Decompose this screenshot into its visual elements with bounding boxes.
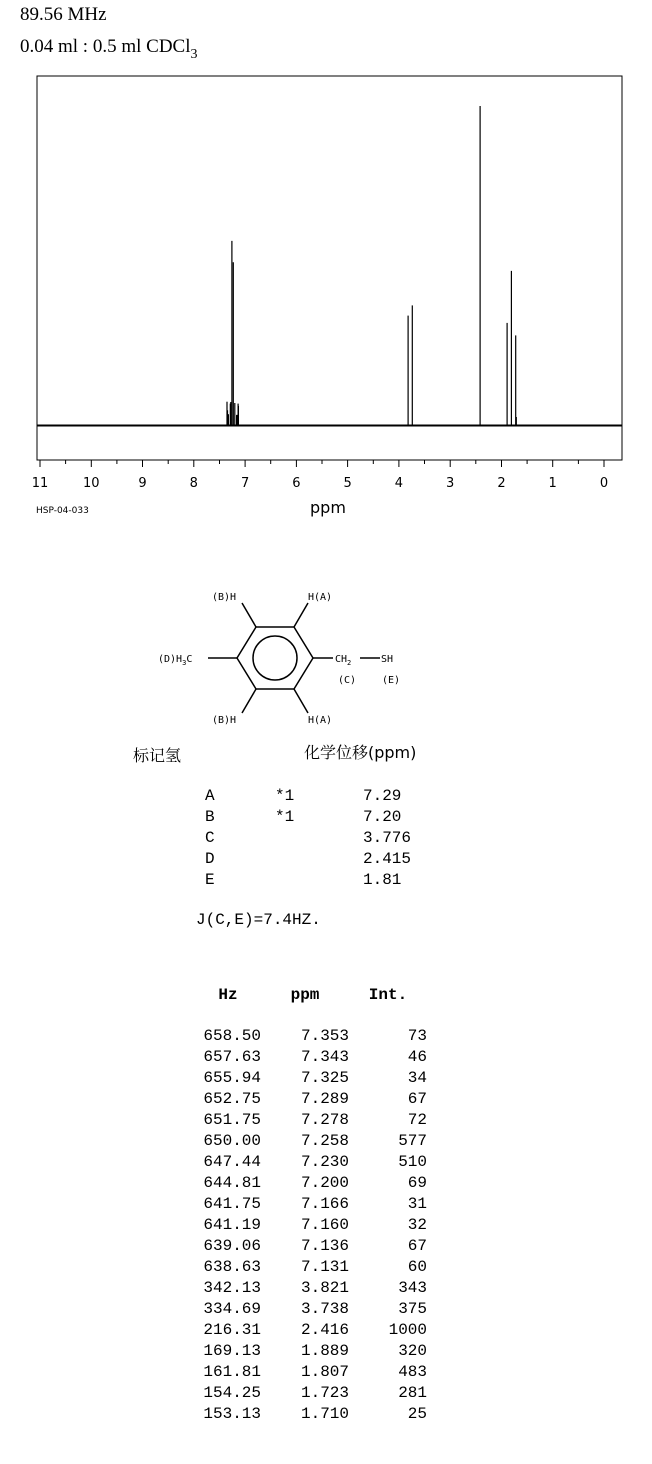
peak-hz: 641.19: [203, 1216, 261, 1234]
peak-hz: 638.63: [203, 1258, 261, 1276]
assignment-shift-heading: 化学位移(ppm): [304, 743, 417, 762]
peak-table: [195, 982, 427, 1425]
plot-frame: [37, 76, 622, 460]
peak-row: [195, 1257, 427, 1278]
peak-int: 25: [407, 1405, 427, 1423]
label-a-top: H(A): [308, 592, 333, 603]
label-ch: CH: [335, 654, 348, 665]
peak-int: 72: [407, 1111, 427, 1129]
label-methyl: [158, 654, 192, 667]
x-tick-label: 10: [83, 476, 100, 491]
peak-hz: 651.75: [203, 1111, 261, 1129]
peak-ppm: 7.131: [300, 1258, 349, 1276]
peak-hz: 644.81: [203, 1174, 261, 1192]
peak-ppm: 7.136: [300, 1237, 349, 1255]
peak-int: 483: [398, 1363, 427, 1381]
header-int: Int.: [368, 986, 408, 1004]
peak-row: [195, 1110, 427, 1131]
peak-int: 343: [398, 1279, 427, 1297]
peak-table-header: [195, 982, 427, 1008]
peak-row: [195, 1404, 427, 1425]
peak-hz: 647.44: [203, 1153, 261, 1171]
assignment-label: D: [205, 850, 215, 868]
peak-row: [195, 1131, 427, 1152]
x-tick-label: 11: [31, 476, 49, 491]
peak-ppm: 7.160: [300, 1216, 349, 1234]
peak-int: 375: [398, 1300, 427, 1318]
peak-ppm: 7.258: [300, 1132, 349, 1150]
peak-int: 60: [407, 1258, 427, 1276]
label-d-c: C: [186, 654, 193, 665]
peak-hz: 657.63: [203, 1048, 261, 1066]
peak-hz: 342.13: [203, 1279, 261, 1297]
peak-ppm: 7.325: [300, 1069, 349, 1087]
x-tick-label: 4: [394, 476, 404, 491]
peak-layer: [227, 106, 516, 425]
assignment-shift: 7.29: [363, 787, 402, 805]
label-e: (E): [382, 675, 401, 686]
peak-hz: 161.81: [203, 1363, 261, 1381]
x-tick-label: 7: [240, 476, 250, 491]
assignment-shift: 7.20: [363, 808, 402, 826]
solvent-text: 0.04 ml : 0.5 ml CDCl: [20, 36, 191, 57]
assignment-note: [275, 870, 363, 891]
solvent-subscript: 3: [190, 47, 198, 62]
peak-ppm: 7.343: [300, 1048, 349, 1066]
peak-int: 46: [407, 1048, 427, 1066]
sample-solvent: [20, 36, 198, 63]
peak-int: 1000: [388, 1321, 427, 1339]
label-b-bottom: (B)H: [212, 715, 237, 726]
assignment-note: *1: [275, 808, 295, 826]
assignment-note: *1: [275, 787, 295, 805]
label-d-sub: 3: [182, 659, 187, 667]
x-tick-label: 8: [189, 476, 198, 491]
nmr-spectrum-chart: [0, 70, 652, 495]
peak-int: 577: [398, 1132, 427, 1150]
label-b-top: (B)H: [212, 592, 237, 603]
peak-int: 73: [407, 1027, 427, 1045]
x-axis-tick-labels: [32, 476, 608, 491]
peak-int: 67: [407, 1237, 427, 1255]
peak-ppm: 2.416: [300, 1321, 349, 1339]
assignment-label: C: [205, 829, 215, 847]
assignment-label: B: [205, 808, 215, 826]
peak-ppm: 7.200: [300, 1174, 349, 1192]
assignment-table: [205, 786, 411, 891]
assignment-shift: 3.776: [363, 829, 412, 847]
bond-h-b-top: [242, 603, 256, 627]
peak-hz: 652.75: [203, 1090, 261, 1108]
peak-hz: 655.94: [203, 1069, 261, 1087]
peak-ppm: 7.230: [300, 1153, 349, 1171]
peak-row: [195, 1299, 427, 1320]
assignment-row: [205, 849, 411, 870]
peak-row: [195, 1173, 427, 1194]
peak-row: [195, 1383, 427, 1404]
assignment-label: E: [205, 871, 215, 889]
spectrum-code: HSP-04-033: [36, 506, 89, 516]
assignment-shift: 2.415: [363, 850, 412, 868]
header-ppm: ppm: [290, 986, 320, 1004]
label-c: (C): [338, 675, 357, 686]
peak-ppm: 7.289: [300, 1090, 349, 1108]
header-hz: Hz: [218, 986, 238, 1004]
assignment-shift: 1.81: [363, 871, 402, 889]
peak-row: [195, 1152, 427, 1173]
peak-hz: 641.75: [203, 1195, 261, 1213]
spectrometer-frequency: 89.56 MHz: [20, 4, 107, 25]
label-sh: SH: [381, 654, 394, 665]
peak-ppm: 3.738: [300, 1300, 349, 1318]
peak-ppm: 1.723: [300, 1384, 349, 1402]
peak-ppm: 1.807: [300, 1363, 349, 1381]
peak-ppm: 1.889: [300, 1342, 349, 1360]
bond-h-b-bottom: [242, 689, 256, 713]
assignment-row: [205, 807, 411, 828]
peak-row: [195, 1047, 427, 1068]
peak-int: 34: [407, 1069, 427, 1087]
label-ch-sub: 2: [347, 659, 352, 667]
peak-row: [195, 1278, 427, 1299]
peak-int: 31: [407, 1195, 427, 1213]
peak-hz: 154.25: [203, 1384, 261, 1402]
peak-row: [195, 1236, 427, 1257]
molecule-structure: [150, 585, 420, 735]
peak-ppm: 3.821: [300, 1279, 349, 1297]
peak-row: [195, 1194, 427, 1215]
assignment-note: [275, 828, 363, 849]
x-tick-label: 2: [497, 476, 506, 491]
bond-h-a-bottom: [294, 689, 308, 713]
peak-row: [195, 1320, 427, 1341]
peak-row: [195, 1362, 427, 1383]
peak-hz: 334.69: [203, 1300, 261, 1318]
peak-hz: 216.31: [203, 1321, 261, 1339]
peak-int: 320: [398, 1342, 427, 1360]
x-tick-label: 0: [599, 476, 609, 491]
peak-hz: 153.13: [203, 1405, 261, 1423]
bond-h-a-top: [294, 603, 308, 627]
assignment-row: [205, 786, 411, 807]
x-tick-label: 3: [446, 476, 455, 491]
label-a-bottom: H(A): [308, 715, 333, 726]
peak-ppm: 7.278: [300, 1111, 349, 1129]
assignment-row: [205, 870, 411, 891]
assignment-label: A: [205, 787, 215, 805]
label-ch2: [335, 654, 351, 667]
peak-hz: 658.50: [203, 1027, 261, 1045]
x-tick-label: 6: [292, 476, 301, 491]
x-axis-ticks: [40, 460, 604, 467]
peak-row: [195, 1026, 427, 1047]
x-axis-label: ppm: [310, 498, 346, 517]
x-tick-label: 9: [138, 476, 147, 491]
aromatic-circle: [253, 636, 297, 680]
x-tick-label: 1: [548, 476, 557, 491]
spacer-row: [195, 1008, 427, 1026]
peak-ppm: 7.353: [300, 1027, 349, 1045]
peak-int: 32: [407, 1216, 427, 1234]
peak-hz: 650.00: [203, 1132, 261, 1150]
peak-hz: 169.13: [203, 1342, 261, 1360]
coupling-constant: J(C,E)=7.4HZ.: [196, 911, 321, 929]
peak-row: [195, 1068, 427, 1089]
peak-int: 67: [407, 1090, 427, 1108]
peak-ppm: 1.710: [300, 1405, 349, 1423]
peak-row: [195, 1089, 427, 1110]
peak-row: [195, 1341, 427, 1362]
assignment-note: [275, 849, 363, 870]
peak-int: 281: [398, 1384, 427, 1402]
peak-int: 510: [398, 1153, 427, 1171]
label-d: (D)H: [158, 654, 183, 665]
peak-row: [195, 1215, 427, 1236]
x-tick-label: 5: [343, 476, 352, 491]
peak-ppm: 7.166: [300, 1195, 349, 1213]
peak-int: 69: [407, 1174, 427, 1192]
assignment-label-heading: 标记氢: [133, 746, 182, 765]
peak-hz: 639.06: [203, 1237, 261, 1255]
assignment-row: [205, 828, 411, 849]
